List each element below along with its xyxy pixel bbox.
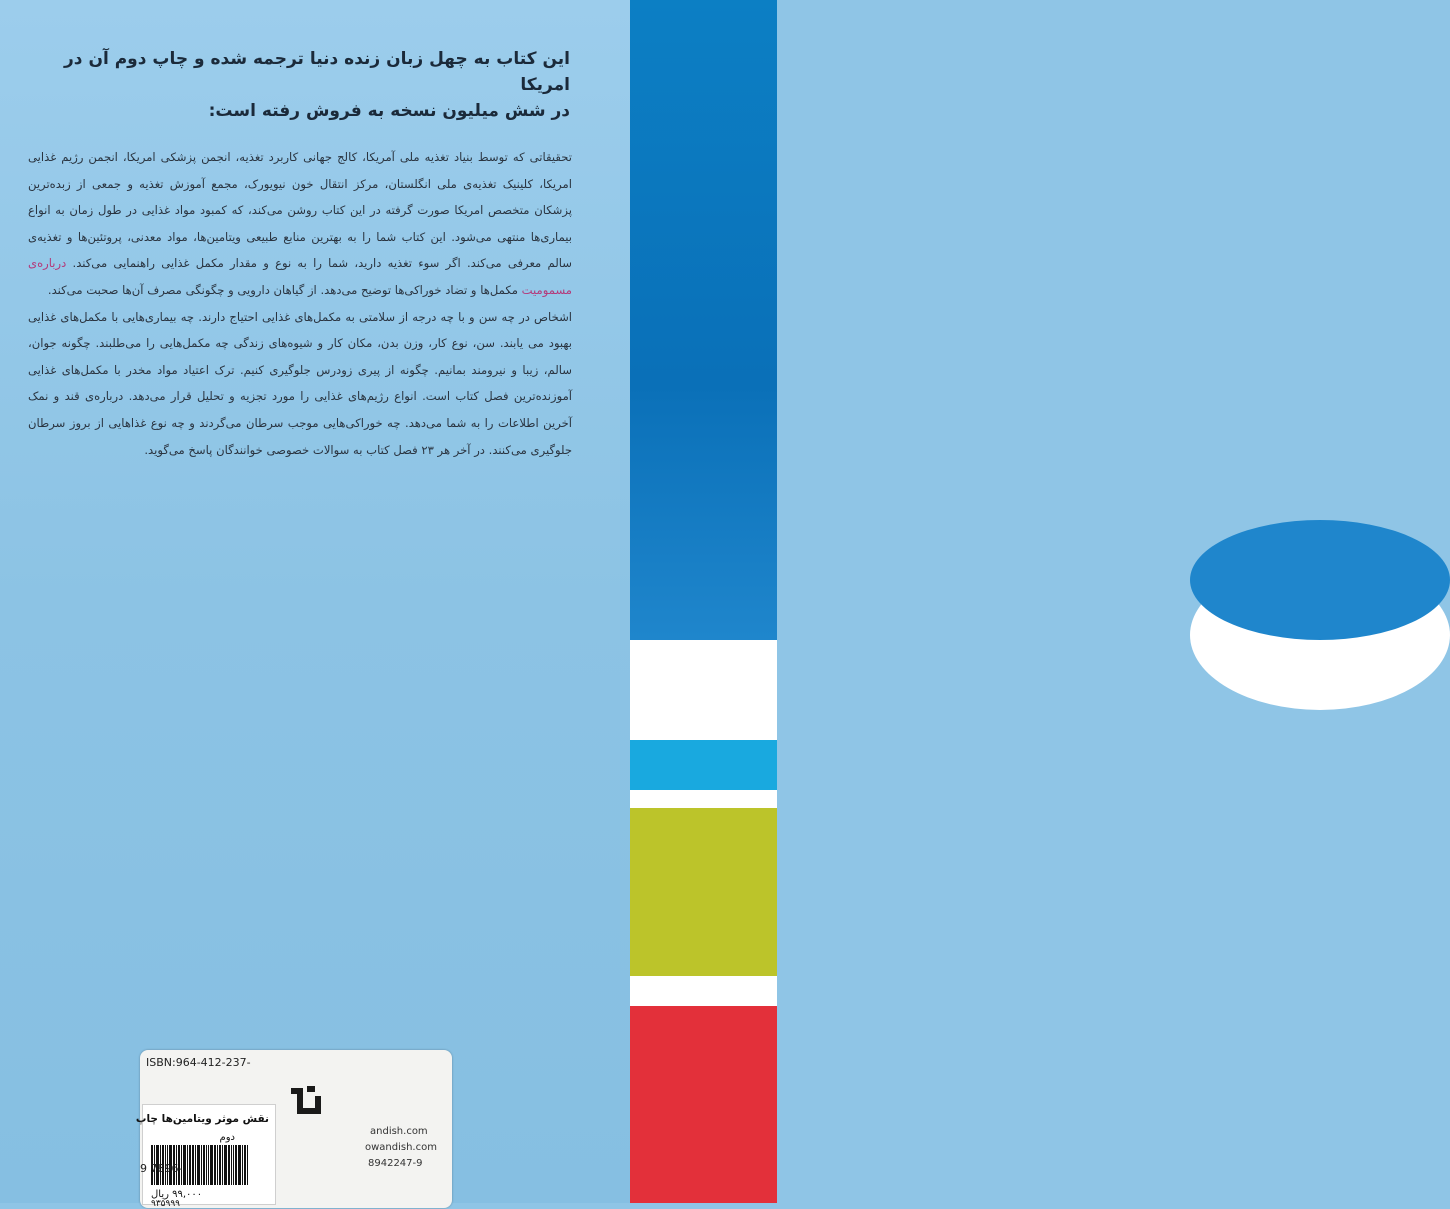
headline-line-2: در شش میلیون نسخه به فروش رفته است: [208, 101, 570, 121]
isbn-text: ISBN:964-412-237- [146, 1056, 251, 1069]
publisher-logo-icon [285, 1078, 327, 1122]
stripe-white-thin [630, 790, 777, 808]
headline [30, 46, 570, 124]
publisher-url-2: owandish.com [365, 1142, 437, 1153]
stripe-white-thin-2 [630, 976, 777, 1006]
sticker-price: ۹۹,۰۰۰ ریال [151, 1189, 203, 1200]
sticker-code: ۹۳۵۹۹۹ [151, 1199, 181, 1209]
paragraph-2: اشخاص در چه سن و با چه درجه از سلامتی به مکمل‌های غذایی احتیاج دارند. چه بیماری‌هایی با مکمل‌های غذایی بهبود می یابند. سن، نوع کار، وزن بدن، مکان کار و شیوه‌های زندگی چه مکمل‌هایی را می‌طلبند. چگونه جوان، سالم، زیبا و نیرومند بمانیم. چگونه از پیری زودرس جلوگیری کنیم. ترک اعتیاد مواد مخدر با مکمل‌های غذایی آموزنده‌ترین فصل کتاب است. انواع رژیم‌های غذایی را مورد تجزیه و تحلیل قرار می‌دهد. درباره‌ی قند و نمک آخرین اطلاعات را به شما می‌دهد. چه خوراکی‌هایی موجب سرطان می‌گردند و چه نوع غذاهایی از بروز سرطان جلوگیری می‌کنند. در آخر هر ۲۳ فصل کتاب به سوالات خصوصی خوانندگان پاسخ می‌گوید. [28, 309, 572, 457]
sticker-subtitle: دوم [219, 1132, 235, 1143]
stripe-blue [630, 0, 777, 640]
stripe-red [630, 1006, 777, 1203]
publisher-phone: 8942247-9 [368, 1158, 423, 1169]
paragraph-1 [28, 144, 572, 304]
isbn-digits: 9 7896- [140, 1162, 183, 1175]
stripe-yellow [630, 808, 777, 976]
headline-line-1: این کتاب به چهل زبان زنده دنیا ترجمه شده و چاپ دوم آن در امریکا [64, 49, 570, 95]
publisher-url-1: andish.com [370, 1126, 428, 1137]
stripe-cyan [630, 740, 777, 790]
decorative-stripes [630, 0, 777, 1203]
paragraph-1-part-1: تحقیقاتی که توسط بنیاد تغذیه ملی آمریکا، کالج جهانی کاربرد تغذیه، انجمن پزشکی امریکا، انجمن رژیم غذایی امریکا، کلینیک تغذیه‌ی ملی انگلستان، مرکز انتقال خون نیویورک، مجمع آموزش تغذیه و جمعی از زبده‌ترین پزشکان متخصص امریکا صورت گرفته در این کتاب روشن می‌کند، که کمبود مواد غذایی در طول زمان به انواع بیماری‌ها منتهی می‌شود. این کتاب شما را به بهترین منابع طبیعی ویتامین‌ها، مواد معدنی، پروتئین‌ها و تغذیه‌ی سالم معرفی می‌کند. اگر سوء تغذیه دارید، شما را به نوع و مقدار مکمل غذایی راهنمایی می‌کند. [28, 150, 572, 271]
stripe-wave-blue [1190, 520, 1450, 640]
stripe-white [630, 640, 777, 740]
description [28, 144, 572, 463]
paragraph-1-part-2: مکمل‌ها و تضاد خوراکی‌ها توضیح می‌دهد. از گیاهان دارویی و چگونگی مصرف آن‌ها صحبت می‌کند. [47, 282, 522, 297]
paragraph-1-highlight: درباره‌ی مسمومیت [28, 256, 572, 297]
price-sticker [135, 1104, 276, 1209]
sticker-title: نقش موثر ویتامین‌ها چاپ [135, 1113, 269, 1125]
